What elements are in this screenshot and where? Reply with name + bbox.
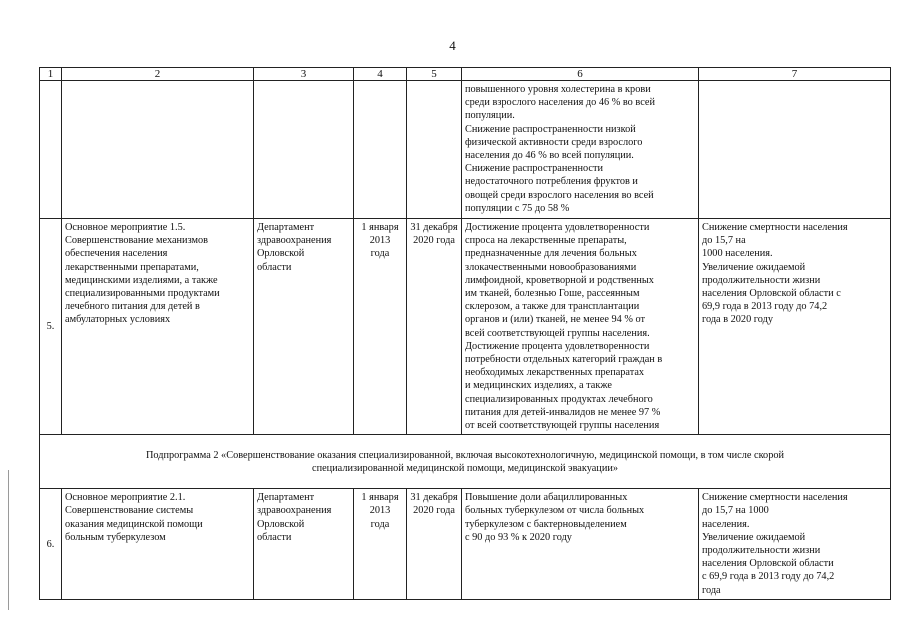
column-number-row xyxy=(40,68,891,81)
end-date-cell: 31 декабря 2020 года xyxy=(407,219,462,435)
table-row xyxy=(40,219,891,435)
start-date-cell: 1 января 2013 года xyxy=(354,219,407,435)
start-date-cell: 1 января 2013 года xyxy=(354,489,407,600)
column-number: 4 xyxy=(354,68,407,81)
page-number: 4 xyxy=(449,38,456,53)
indicator-cell: Снижение смертности населения до 15,7 на 1000 населения. Увеличение ожидаемой продолжительности жизни населения Орловской области с 69,9 года в 2013 году до 74,2 года xyxy=(699,489,891,600)
measure-cell: Основное мероприятие 2.1. Совершенствование системы оказания медицинской помощи больным туберкулезом xyxy=(62,489,254,600)
expected-result-cell: Достижение процента удовлетворенности спроса на лекарственные препараты, предназначенные для лечения больных злокачественными новообразованиями лимфоидной, кроветворной и родственных им тканей, болезнью Гоше, рассеянным склерозом, а также для трансплантации органов и (или) тканей, не менее 94 % от всей соответствующей группы населения. Достижение процента удовлетворенности потребности отдельных категорий граждан в необходимых лекарственных препаратах и медицинских изделиях, а также специализированных продуктах лечебного питания для детей-инвалидов не менее 97 % от всей соответствующей группы населения xyxy=(462,219,699,435)
subprogram-title: Подпрограмма 2 «Совершенствование оказания специализированной, включая высокотехнологичную, медицинской помощи, в том числе скорой специализированной медицинской помощи, медицинской эвакуации» xyxy=(40,435,891,489)
row-number: 6. xyxy=(40,489,62,600)
subprogram-row xyxy=(40,435,891,489)
expected-result-cell: Повышение доли абациллированных больных туберкулезом от числа больных туберкулезом с бактерновыделением с 90 до 93 % к 2020 году xyxy=(462,489,699,600)
column-number: 3 xyxy=(254,68,354,81)
end-date-cell: 31 декабря 2020 года xyxy=(407,489,462,600)
executor-cell: Департамент здравоохранения Орловской области xyxy=(254,489,354,600)
table-row xyxy=(40,489,891,600)
continuation-row xyxy=(40,81,891,219)
row-number: 5. xyxy=(40,219,62,435)
column-number: 1 xyxy=(40,68,62,81)
program-table xyxy=(39,67,891,600)
column-number: 2 xyxy=(62,68,254,81)
executor-cell: Департамент здравоохранения Орловской области xyxy=(254,219,354,435)
column-number: 5 xyxy=(407,68,462,81)
scan-edge-line xyxy=(8,470,9,610)
column-number: 6 xyxy=(462,68,699,81)
measure-cell: Основное мероприятие 1.5. Совершенствование механизмов обеспечения населения лекарственными препаратами, медицинскими изделиями, а также специализированными продуктами лечебного питания для детей в амбулаторных условиях xyxy=(62,219,254,435)
column-number: 7 xyxy=(699,68,891,81)
expected-result-cell: повышенного уровня холестерина в крови среди взрослого населения до 46 % во всей популяции. Снижение распространенности низкой физической активности среди взрослого населения до 46 % во всей популяции. Снижение распространенности недостаточного потребления фруктов и овощей среди взрослого населения во всей популяции с 75 до 58 % xyxy=(462,81,699,219)
indicator-cell: Снижение смертности населения до 15,7 на 1000 населения. Увеличение ожидаемой продолжительности жизни населения Орловской области с 69,9 года в 2013 году до 74,2 года в 2020 году xyxy=(699,219,891,435)
